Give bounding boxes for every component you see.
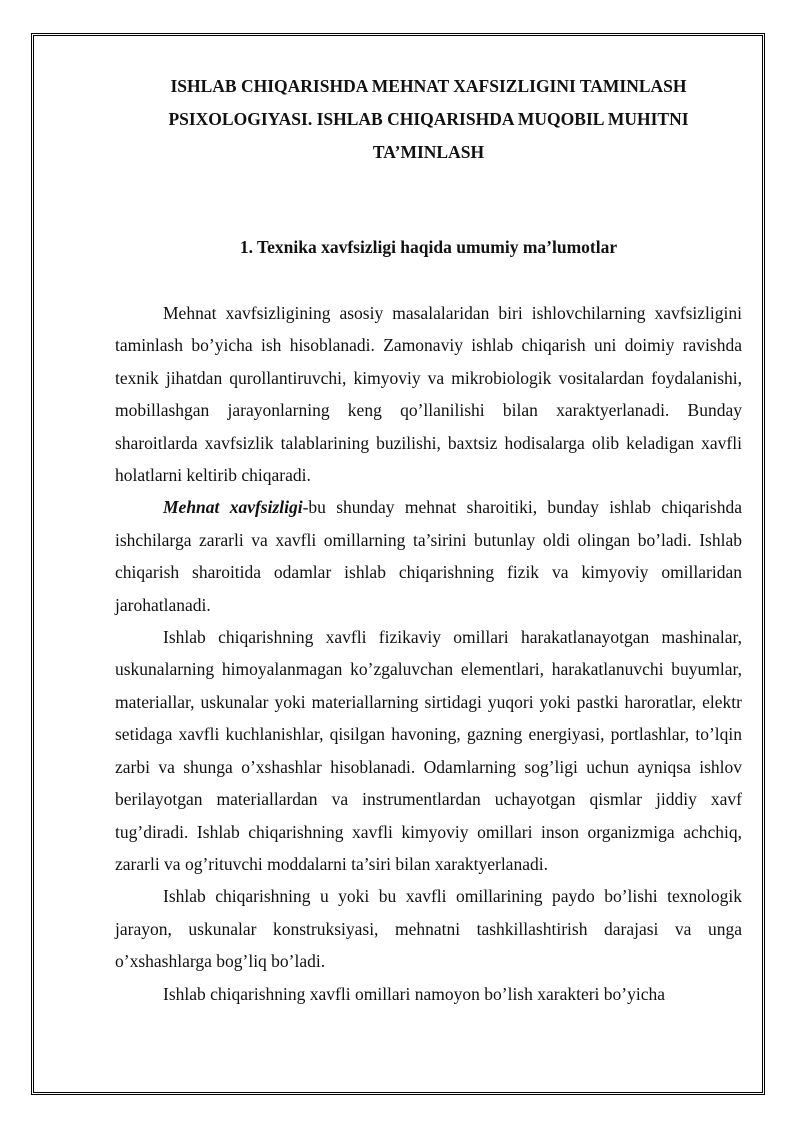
body-text bbox=[115, 297, 742, 1010]
definition-term: Mehnat xavfsizligi bbox=[163, 497, 303, 518]
paragraph-text: Ishlab chiqarishning xavfli fizikaviy omillari harakatlanayotgan mashinalar, uskunalarning himoyalanmagan ko’zgaluvchan elementlari, harakatlanuvchi buyumlar, materiallar, uskunalar yoki materiallarning sirtidagi yuqori yoki pastki haroratlar, elektr setidaga xavfli kuchlanishlar, qisilgan havoning, gazning energiyasi, portlashlar, to’lqin zarbi va shunga o’xshashlar hisoblanadi. Odamlarning sog’ligi uchun ayniqsa ishlov berilayotgan materiallardan va instrumentlardan uchayotgan qismlar jiddiy xavf tug’diradi. Ishlab chiqarishning xavfli kimyoviy omillari inson organizmiga achchiq, zararli va og’rituvchi moddalarni ta’siri bilan xaraktyerlanadi. bbox=[115, 627, 742, 874]
paragraph-text: Ishlab chiqarishning xavfli omillari namoyon bo’lish xarakteri bo’yicha bbox=[163, 983, 666, 1004]
paragraph-text: -bu shunday mehnat sharoitiki, bunday ishlab chiqarishda ishchilarga zararli va xavfli omillarning ta’sirini butunlay oldi olingan bo’ladi. Ishlab chiqarish sharoitida odamlar ishlab chiqarishning fizik va kimyoviy omillaridan jarohatlanadi. bbox=[115, 497, 742, 615]
document-content bbox=[115, 70, 742, 1010]
paragraph-4 bbox=[115, 880, 742, 977]
paragraph-5 bbox=[115, 978, 742, 1010]
paragraph-1 bbox=[115, 297, 742, 491]
paragraph-3 bbox=[115, 621, 742, 880]
section-heading: 1. Texnika xavfsizligi haqida umumiy ma’lumotlar bbox=[239, 237, 618, 257]
document-title: ISHLAB CHIQARISHDA MEHNAT XAFSIZLIGINI TAMINLASH PSIXOLOGIYASI. ISHLAB CHIQARISHDA MUQOBIL MUHITNI TA’MINLASH bbox=[168, 76, 689, 162]
paragraph-2 bbox=[115, 491, 742, 621]
paragraph-text: Mehnat xavfsizligining asosiy masalalaridan biri ishlovchilarning xavfsizligini taminlash bo’yicha ish hisoblanadi. Zamonaviy ishlab chiqarish uni doimiy ravishda texnik jihatdan qurollantiruvchi, kimyoviy va mikrobiologik vositalardan foydalanishi, mobillashgan jarayonlarning keng qo’llanilishi bilan xaraktyerlanadi. Bunday sharoitlarda xavfsizlik talablarining buzilishi, baxtsiz hodisalarga olib keladigan xavfli holatlarni keltirib chiqaradi. bbox=[115, 303, 742, 486]
paragraph-text: Ishlab chiqarishning u yoki bu xavfli omillarining paydo bo’lishi texnologik jarayon, uskunalar konstruksiyasi, mehnatni tashkillashtirish darajasi va unga o’xshashlarga bog’liq bo’ladi. bbox=[115, 886, 742, 972]
